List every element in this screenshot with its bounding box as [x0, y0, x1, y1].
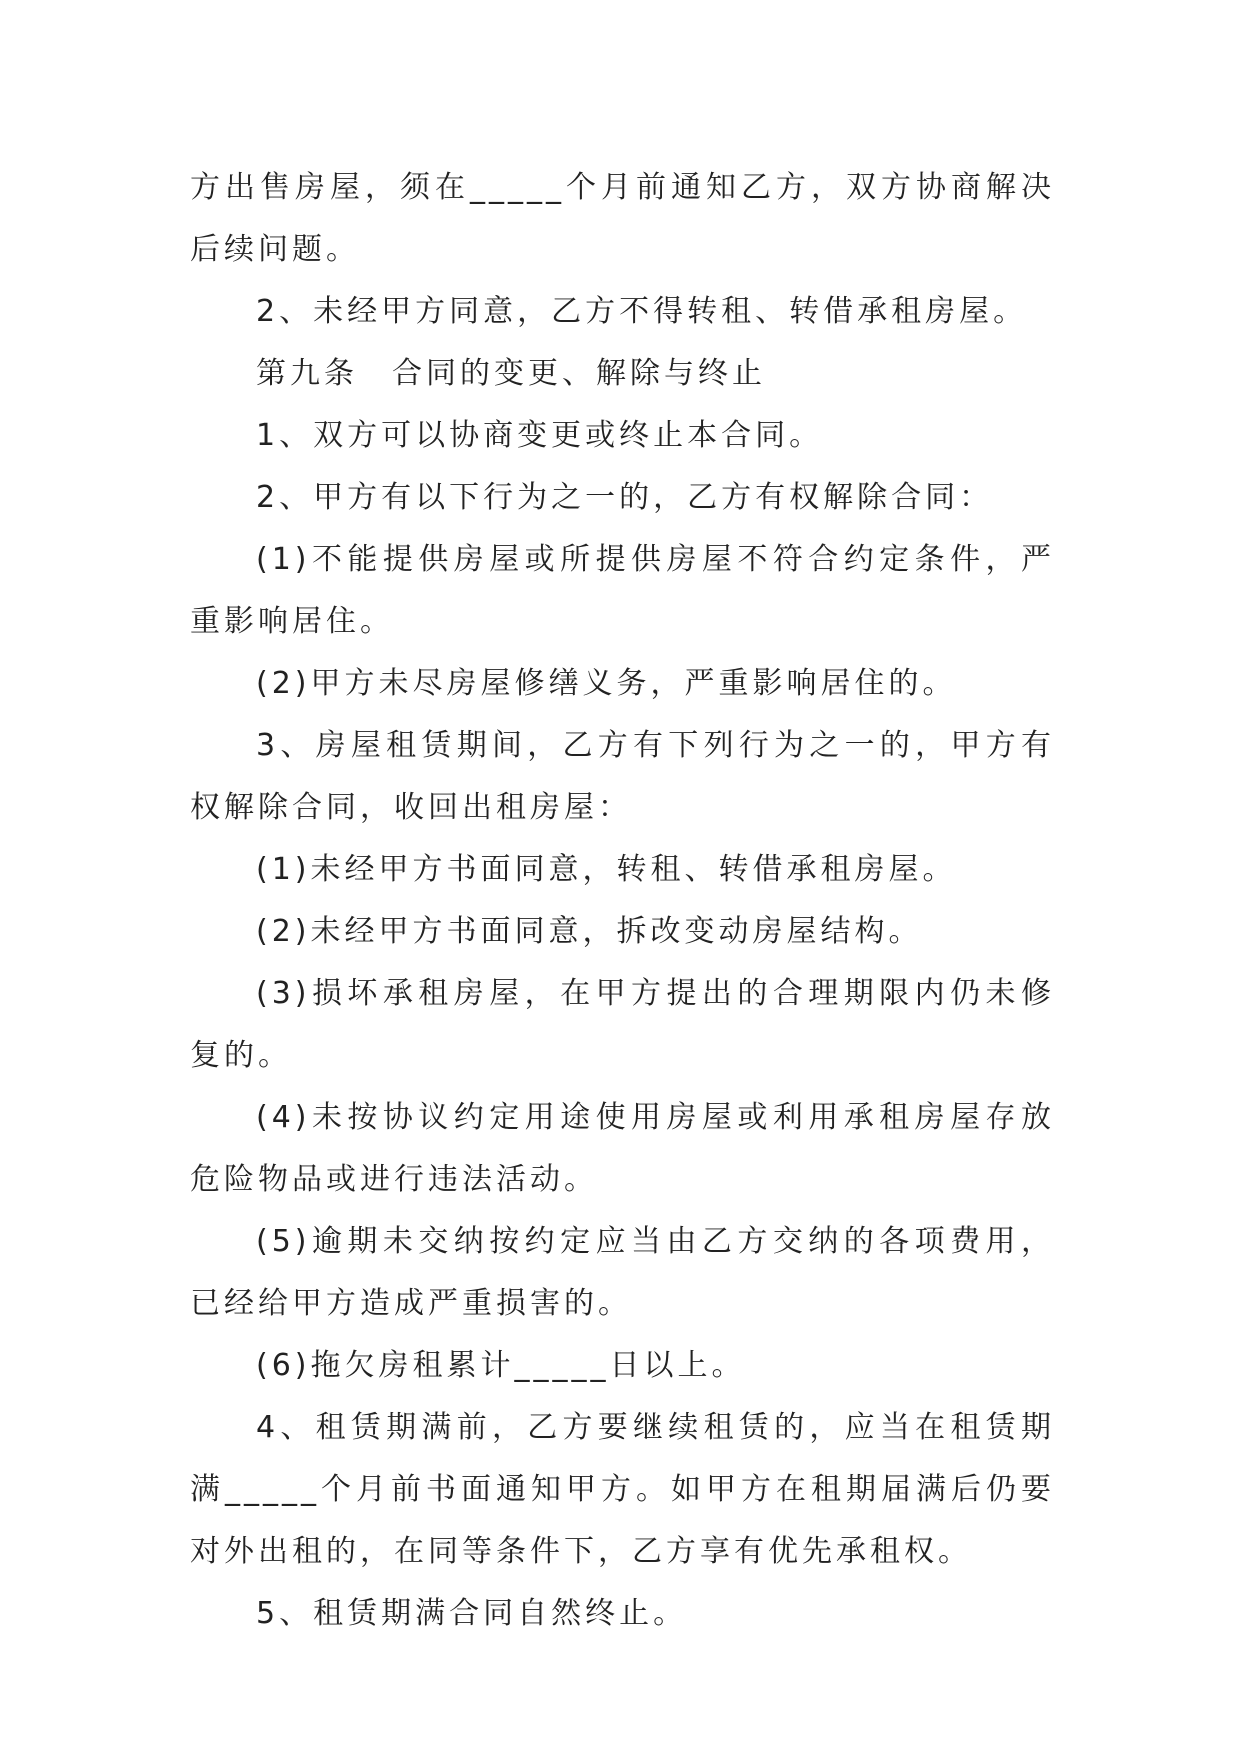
paragraph: 4、租赁期满前，乙方要继续租赁的，应当在租赁期满_____个月前书面通知甲方。如甲方在租期届满后仍要对外出租的，在同等条件下，乙方享有优先承租权。 [190, 1410, 1055, 1569]
paragraph: (6)拖欠房租累计_____日以上。 [256, 1348, 746, 1383]
contract-text [190, 157, 1055, 1645]
paragraph: 3、房屋租赁期间，乙方有下列行为之一的，甲方有权解除合同，收回出租房屋： [190, 728, 1055, 825]
paragraph: (1)未经甲方书面同意，转租、转借承租房屋。 [256, 852, 957, 887]
paragraph: 2、未经甲方同意，乙方不得转租、转借承租房屋。 [256, 294, 1028, 329]
paragraph: (4)未按协议约定用途使用房屋或利用承租房屋存放危险物品或进行违法活动。 [190, 1100, 1055, 1197]
paragraph: (2)甲方未尽房屋修缮义务，严重影响居住的。 [256, 666, 957, 701]
paragraph: 2、甲方有以下行为之一的，乙方有权解除合同： [256, 480, 994, 515]
paragraph: 方出售房屋，须在_____个月前通知乙方，双方协商解决后续问题。 [190, 170, 1055, 267]
paragraph: 5、租赁期满合同自然终止。 [256, 1596, 688, 1631]
paragraph: 1、双方可以协商变更或终止本合同。 [256, 418, 824, 453]
paragraph: (3)损坏承租房屋，在甲方提出的合理期限内仍未修复的。 [190, 976, 1055, 1073]
paragraph: (2)未经甲方书面同意，拆改变动房屋结构。 [256, 914, 923, 949]
section-heading: 第九条 合同的变更、解除与终止 [256, 356, 766, 391]
paragraph: (5)逾期未交纳按约定应当由乙方交纳的各项费用，已经给甲方造成严重损害的。 [190, 1224, 1055, 1321]
paragraph: (1)不能提供房屋或所提供房屋不符合约定条件，严重影响居住。 [190, 542, 1055, 639]
